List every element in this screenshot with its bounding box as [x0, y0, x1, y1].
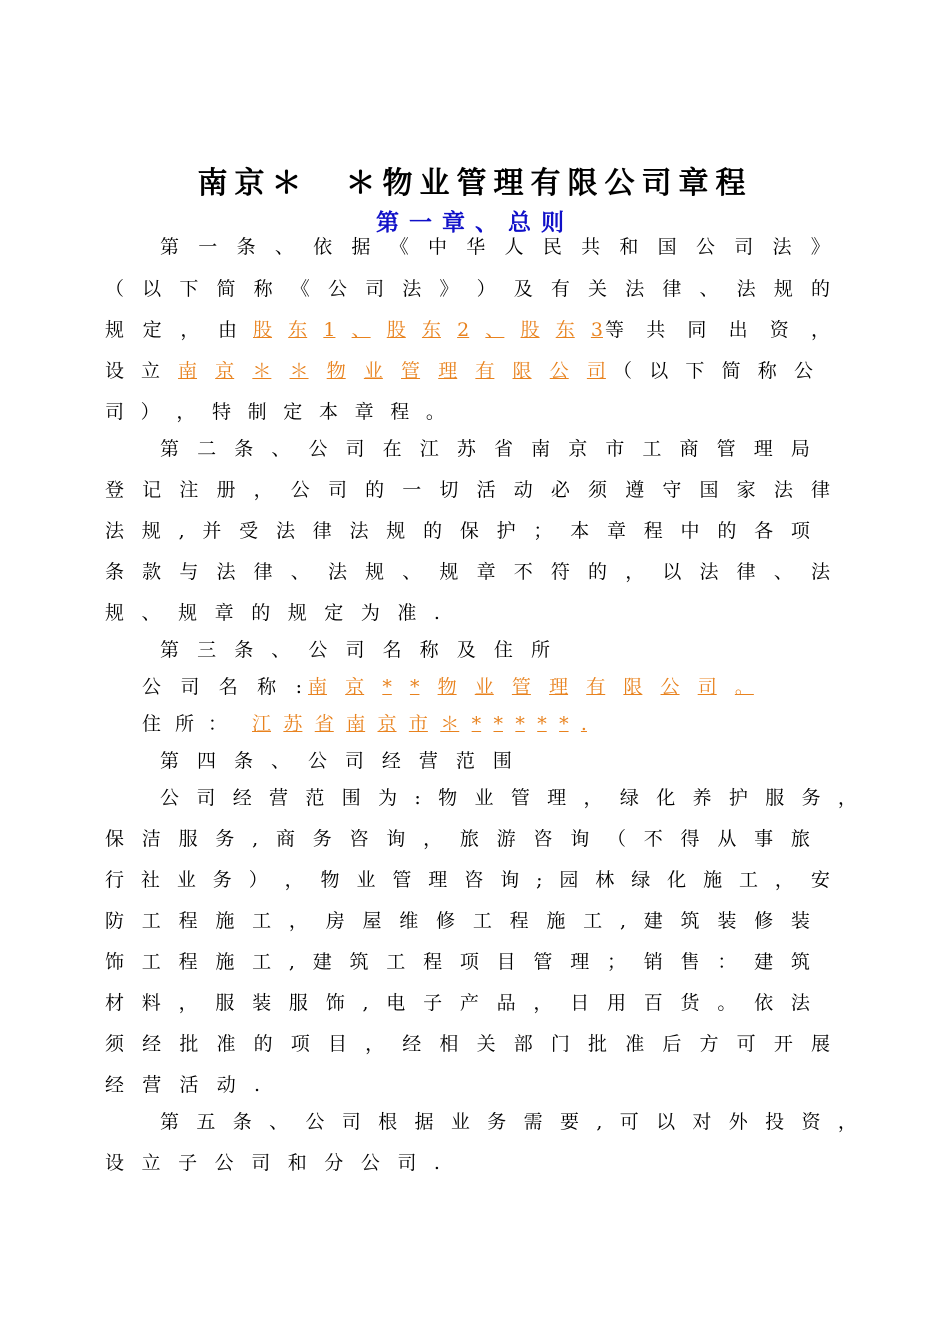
- registered-name-field: 南 京 * * 物 业 管 理 有 限 公 司 。: [308, 676, 754, 698]
- article-1-line-2: （ 以 下 简 称 《 公 司 法 》 ） 及 有 关 法 律 、 法 规 的: [105, 278, 830, 300]
- document-title: 南京＊ ＊物业管理有限公司章程: [197, 166, 753, 201]
- article-4-line-1: 公 司 经 营 范 围 为 : 物 业 管 理 ， 绿 化 养 护 服 务 ，: [160, 787, 857, 809]
- article-4-line-5: 饰 工 程 施 工 , 建 筑 工 程 项 目 管 理 ； 销 售 ： 建 筑: [105, 951, 810, 973]
- text-segment: 设 立: [105, 360, 160, 382]
- article-4-line-4: 防 工 程 施 工 ， 房 屋 维 修 工 程 施 工 , 建 筑 装 修 装: [105, 910, 810, 932]
- article-4-line-8: 经 营 活 动 .: [105, 1074, 260, 1096]
- article-1-line-4: [105, 356, 830, 386]
- address-line: [142, 709, 762, 739]
- chapter-heading: 第一章、总则: [376, 209, 574, 236]
- article-1-line-3: [105, 315, 830, 345]
- article-1-line-5: 司 ） ， 特 制 定 本 章 程 。: [105, 401, 445, 423]
- article-2-line-5: 规 、 规 章 的 规 定 为 准 .: [105, 602, 440, 624]
- article-5-line-1: 第 五 条 、 公 司 根 据 业 务 需 要 , 可 以 对 外 投 资 ，: [160, 1111, 857, 1133]
- shareholders-field: 股 东 1 、 股 东 2 、 股 东 3: [253, 319, 603, 341]
- article-4-heading: 第 四 条 、 公 司 经 营 范 围: [160, 750, 512, 772]
- text-segment: 等 共 同 出 资 ，: [605, 319, 830, 341]
- article-5-line-2: 设 立 子 公 司 和 分 公 司 .: [105, 1152, 440, 1174]
- article-2-line-3: 法 规 , 并 受 法 律 法 规 的 保 护 ； 本 章 程 中 的 各 项: [105, 520, 810, 542]
- text-segment: 规 定 ， 由: [105, 319, 237, 341]
- address-label: 住 所 ：: [142, 713, 227, 735]
- company-name-line: [142, 672, 762, 702]
- article-4-line-7: 须 经 批 准 的 项 目 ， 经 相 关 部 门 批 准 后 方 可 开 展: [105, 1033, 830, 1055]
- article-1-line-1: 第 一 条 、 依 据 《 中 华 人 民 共 和 国 公 司 法 》: [160, 236, 830, 258]
- company-name-label: 公 司 名 称 :: [142, 676, 302, 698]
- article-4-line-3: 行 社 业 务 ） ， 物 业 管 理 咨 询 ; 园 林 绿 化 施 工 ， 安: [105, 869, 830, 891]
- article-4-line-6: 材 料 ， 服 装 服 饰 , 电 子 产 品 ， 日 用 百 货 。 依 法: [105, 992, 810, 1014]
- article-2-line-2: 登 记 注 册 ， 公 司 的 一 切 活 动 必 须 遵 守 国 家 法 律: [105, 479, 830, 501]
- article-4-line-2: 保 洁 服 务 , 商 务 咨 询 ， 旅 游 咨 询 （ 不 得 从 事 旅: [105, 828, 810, 850]
- address-field: 江 苏 省 南 京 市 ＊ * * * * * .: [252, 713, 587, 735]
- article-2-line-4: 条 款 与 法 律 、 法 规 、 规 章 不 符 的 ， 以 法 律 、 法: [105, 561, 830, 583]
- text-segment: （ 以 下 简 称 公: [613, 360, 813, 382]
- article-2-line-1: 第 二 条 、 公 司 在 江 苏 省 南 京 市 工 商 管 理 局: [160, 438, 810, 460]
- company-name-field: 南 京 ＊ ＊ 物 业 管 理 有 限 公 司: [178, 360, 606, 382]
- article-3-heading: 第 三 条 、 公 司 名 称 及 住 所: [160, 639, 550, 661]
